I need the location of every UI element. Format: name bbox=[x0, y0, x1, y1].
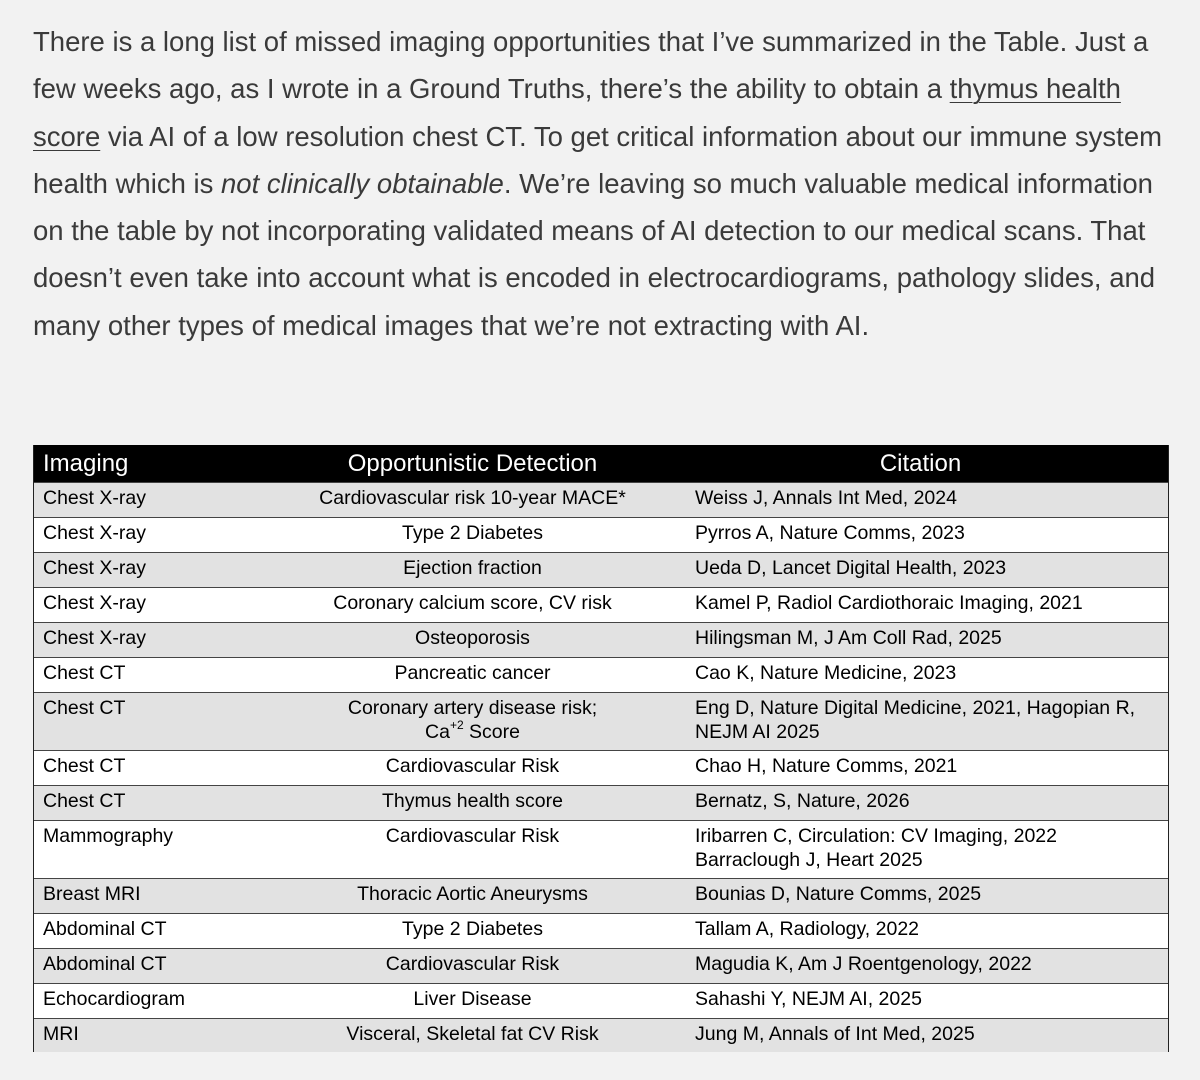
calcium-symbol: Ca bbox=[425, 721, 450, 743]
citation-cell: Bernatz, S, Nature, 2026 bbox=[673, 786, 1168, 821]
paragraph-text-part-3: . We’re leaving so much valuable medical information on the table by not incorporating validated means of AI detection to our medical scans. That doesn’t even take into account what is encoded in electrocardiograms, pathology slides, and many other types of medical images that we’re not extracting with AI. bbox=[33, 167, 1156, 341]
imaging-cell: Chest X-ray bbox=[34, 553, 272, 588]
table-row bbox=[34, 879, 1168, 914]
table-row bbox=[34, 658, 1168, 693]
citation-cell: Weiss J, Annals Int Med, 2024 bbox=[673, 483, 1168, 518]
citation-cell: Jung M, Annals of Int Med, 2025 bbox=[673, 1019, 1168, 1053]
imaging-cell: Chest X-ray bbox=[34, 518, 272, 553]
table-row bbox=[34, 984, 1168, 1019]
detection-cell: Thymus health score bbox=[272, 786, 673, 821]
table-row bbox=[34, 821, 1168, 879]
table-row bbox=[34, 914, 1168, 949]
detection-cell: Liver Disease bbox=[272, 984, 673, 1019]
table-body bbox=[34, 483, 1168, 1053]
detection-cell bbox=[272, 693, 673, 751]
citation-cell: Pyrros A, Nature Comms, 2023 bbox=[673, 518, 1168, 553]
detection-cell: Ejection fraction bbox=[272, 553, 673, 588]
detection-line-2 bbox=[425, 718, 520, 743]
citation-line-1: Eng D, Nature Digital Medicine, 2021, Hagopian R, bbox=[695, 697, 1136, 719]
table-row bbox=[34, 623, 1168, 658]
citation-cell: Magudia K, Am J Roentgenology, 2022 bbox=[673, 949, 1168, 984]
imaging-cell: Echocardiogram bbox=[34, 984, 272, 1019]
citation-cell: Cao K, Nature Medicine, 2023 bbox=[673, 658, 1168, 693]
imaging-cell: Abdominal CT bbox=[34, 914, 272, 949]
table-row bbox=[34, 1019, 1168, 1053]
imaging-cell: Chest CT bbox=[34, 693, 272, 751]
detection-cell: Type 2 Diabetes bbox=[272, 914, 673, 949]
detection-cell: Pancreatic cancer bbox=[272, 658, 673, 693]
citation-cell: Ueda D, Lancet Digital Health, 2023 bbox=[673, 553, 1168, 588]
citation-cell bbox=[673, 821, 1168, 879]
detection-cell: Cardiovascular Risk bbox=[272, 821, 673, 879]
table-row bbox=[34, 949, 1168, 984]
imaging-cell: Chest CT bbox=[34, 658, 272, 693]
citation-cell: Chao H, Nature Comms, 2021 bbox=[673, 751, 1168, 786]
citation-cell: Bounias D, Nature Comms, 2025 bbox=[673, 879, 1168, 914]
detection-cell: Thoracic Aortic Aneurysms bbox=[272, 879, 673, 914]
imaging-table-image bbox=[33, 445, 1169, 1052]
charge-superscript: +2 bbox=[449, 718, 464, 732]
table-row bbox=[34, 553, 1168, 588]
imaging-cell: Chest X-ray bbox=[34, 588, 272, 623]
header-citation: Citation bbox=[673, 445, 1168, 483]
detection-cell: Cardiovascular Risk bbox=[272, 751, 673, 786]
table-row bbox=[34, 693, 1168, 751]
table-row bbox=[34, 483, 1168, 518]
table-row bbox=[34, 751, 1168, 786]
imaging-cell: MRI bbox=[34, 1019, 272, 1053]
citation-line-1: Iribarren C, Circulation: CV Imaging, 2022 bbox=[695, 825, 1057, 847]
header-row bbox=[34, 445, 1168, 483]
imaging-cell: Chest X-ray bbox=[34, 483, 272, 518]
citation-cell: Kamel P, Radiol Cardiothoraic Imaging, 2021 bbox=[673, 588, 1168, 623]
paragraph-text-part-1: There is a long list of missed imaging opportunities that I’ve summarized in the Table. Just a few weeks ago, as I wrote in a Ground Truths, there’s the ability to obtain a bbox=[33, 26, 1149, 105]
imaging-cell: Abdominal CT bbox=[34, 949, 272, 984]
header-opportunistic-detection: Opportunistic Detection bbox=[272, 445, 673, 483]
imaging-cell: Breast MRI bbox=[34, 879, 272, 914]
citation-cell: Hilingsman M, J Am Coll Rad, 2025 bbox=[673, 623, 1168, 658]
citation-cell bbox=[673, 693, 1168, 751]
detection-line-1: Coronary artery disease risk; bbox=[347, 697, 598, 719]
detection-cell: Visceral, Skeletal fat CV Risk bbox=[272, 1019, 673, 1053]
imaging-cell: Chest CT bbox=[34, 786, 272, 821]
imaging-cell: Mammography bbox=[34, 821, 272, 879]
citation-line-2: Barraclough J, Heart 2025 bbox=[695, 849, 923, 871]
detection-cell: Coronary calcium score, CV risk bbox=[272, 588, 673, 623]
imaging-cell: Chest X-ray bbox=[34, 623, 272, 658]
citation-cell: Tallam A, Radiology, 2022 bbox=[673, 914, 1168, 949]
emphasized-text: not clinically obtainable bbox=[221, 167, 504, 199]
detection-cell: Osteoporosis bbox=[272, 623, 673, 658]
score-word: Score bbox=[463, 721, 520, 743]
table-row bbox=[34, 786, 1168, 821]
detection-cell: Type 2 Diabetes bbox=[272, 518, 673, 553]
article-paragraph bbox=[33, 18, 1173, 349]
paragraph-text-part-2: via AI of a low resolution chest CT. To get critical information about our immune system health which is bbox=[33, 120, 1163, 199]
header-imaging: Imaging bbox=[34, 445, 272, 483]
table-row bbox=[34, 518, 1168, 553]
table-row bbox=[34, 588, 1168, 623]
detection-cell: Cardiovascular risk 10-year MACE* bbox=[272, 483, 673, 518]
detection-cell: Cardiovascular Risk bbox=[272, 949, 673, 984]
imaging-detection-table bbox=[34, 445, 1168, 1052]
table-header bbox=[34, 445, 1168, 483]
citation-line-2: NEJM AI 2025 bbox=[695, 721, 820, 743]
thymus-health-score-link[interactable]: thymus health score bbox=[33, 73, 1121, 152]
citation-cell: Sahashi Y, NEJM AI, 2025 bbox=[673, 984, 1168, 1019]
imaging-cell: Chest CT bbox=[34, 751, 272, 786]
